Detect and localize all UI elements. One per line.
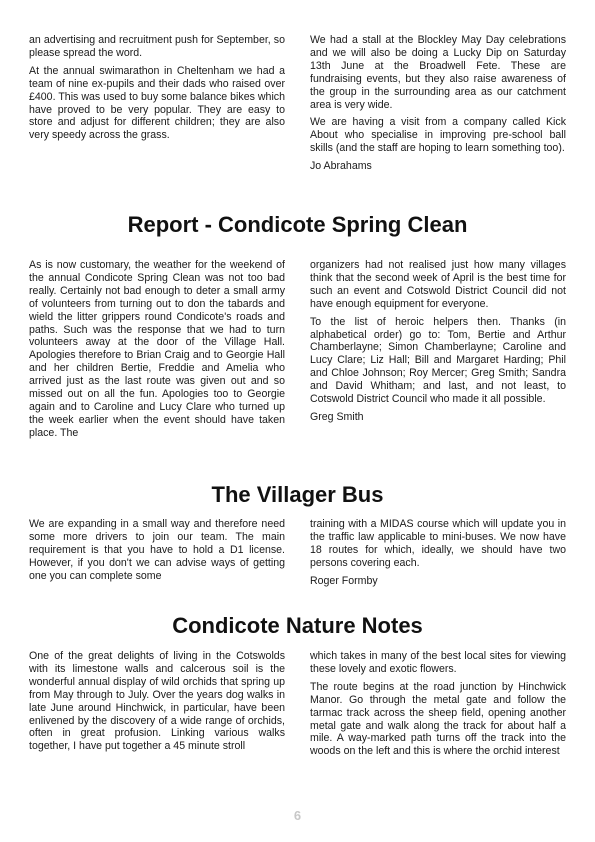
nature-right-column xyxy=(310,650,566,763)
villager-bus-article xyxy=(29,518,566,593)
section-title-nature-notes: Condicote Nature Notes xyxy=(172,613,423,638)
author-signature: Roger Formby xyxy=(310,574,378,587)
page-number: 6 xyxy=(293,808,302,823)
paragraph: an advertising and recruitment push for September, so please spread the word. xyxy=(29,34,285,59)
paragraph: One of the great delights of living in the Cotswolds with its limestone walls and calcerous soil is the wonderful annual display of wild orchids that spring up from May through to July. Over the years dog walks in late June around Hinchwick, in particular, have been enlivened by the discovery of a wide range of orchids, often in great profusion. Linking various walks together, I have put together a 45 minute stroll xyxy=(29,650,285,753)
paragraph: We had a stall at the Blockley May Day celebrations and we will also be doing a Lucky Dip on Saturday 13th June at the Broadwell Fete. These are fundraising events, but they also raise awareness of the group in the surrounding area as our catchment area is very wide. xyxy=(310,34,566,111)
paragraph: which takes in many of the best local sites for viewing these lovely and exotic flowers. xyxy=(310,650,566,675)
paragraph: organizers had not realised just how many villages think that the second week of April is the best time for such an event and Cotswold District Council did not have enough equipment for everyone. xyxy=(310,259,566,310)
spring-clean-article xyxy=(29,259,566,445)
bus-left-column xyxy=(29,518,285,593)
top-article xyxy=(29,34,566,178)
paragraph: We are having a visit from a company called Kick About who specialise in improving pre-school ball skills (and the staff are hoping to learn something too). xyxy=(310,116,566,155)
bus-right-column xyxy=(310,518,566,593)
nature-left-column xyxy=(29,650,285,763)
section-title-spring-clean: Report - Condicote Spring Clean xyxy=(127,212,468,237)
author-signature: Jo Abrahams xyxy=(310,160,372,173)
paragraph: As is now customary, the weather for the weekend of the annual Condicote Spring Clean was not too bad really. Certainly not bad enough to deter a small army of volunteers from turning out to don the tabards and wield the litter grippers round Condicote's roads and paths. Such was the response that we had to turn volunteers away at the door of the Village Hall. Apologies therefore to Brian Craig and to Georgie Hall and her children Bertie, Freddie and Amelia who arrived just as the last route was given out and so missed out on all the fun. Apologies too to Georgie again and to Caroline and Lucy Clare who turned up the week earlier when the event should have taken place. The xyxy=(29,259,285,439)
section-title-villager-bus: The Villager Bus xyxy=(211,482,384,507)
spring-clean-left-column xyxy=(29,259,285,445)
paragraph: training with a MIDAS course which will update you in the traffic law applicable to mini-buses. We now have 18 routes for which, ideally, we should have two persons covering each. xyxy=(310,518,566,569)
paragraph: To the list of heroic helpers then. Thanks (in alphabetical order) go to: Tom, Bertie and Arthur Chamberlayne; Simon Chamberlayne; Caroline and Lucy Clare; Liz Hall; Bill and Margaret Harding; Phil and Chloe Johnson; Roy Mercer; Greg Smith; Sandra and David Whitham; and last, and not least, to Cotswold District Council who made it all possible. xyxy=(310,315,566,406)
spring-clean-right-column xyxy=(310,259,566,445)
paragraph: At the annual swimarathon in Cheltenham we had a team of nine ex-pupils and their dads who raised over £400. This was used to buy some balance bikes which have proved to be very popular. They are easy to store and adjust for different children; they are also very speedy across the grass. xyxy=(29,64,285,142)
paragraph: We are expanding in a small way and therefore need some more drivers to join our team. The main requirement is that you have to hold a D1 license. However, if you don't we can advise ways of getting one you can complete some xyxy=(29,518,285,582)
author-signature: Greg Smith xyxy=(310,410,364,423)
nature-notes-article xyxy=(29,650,566,763)
top-right-column xyxy=(310,34,566,178)
top-left-column xyxy=(29,34,285,178)
paragraph: The route begins at the road junction by Hinchwick Manor. Go through the metal gate and follow the tarmac track across the sheep field, opening another metal gate and walk along the track for about half a mile. A way-marked path turns off the track into the woods on the left and this is where the orchid interest xyxy=(310,680,566,758)
